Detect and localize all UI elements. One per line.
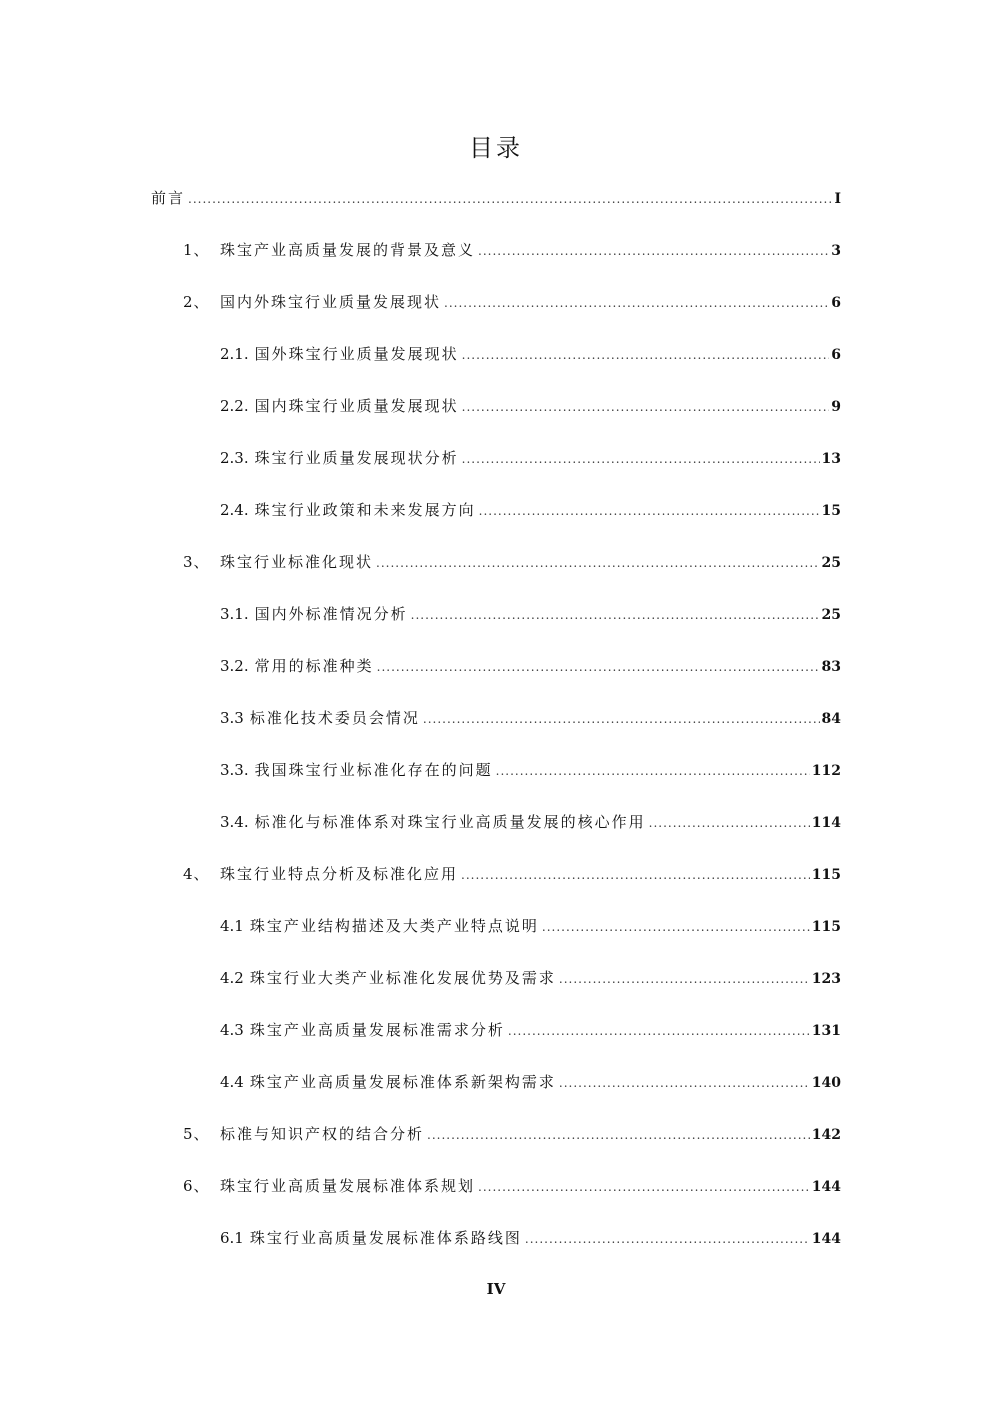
toc-dot-leader [649,816,810,830]
toc-entry[interactable] [220,343,841,365]
toc-entry-label: 国内珠宝行业质量发展现状 [254,397,459,415]
toc-dot-leader [444,296,829,310]
toc-entry[interactable] [183,551,841,573]
toc-entry-page: 25 [821,607,841,623]
toc-entry-number: 2.4. [220,501,249,519]
toc-entry-label: 标准化与标准体系对珠宝行业高质量发展的核心作用 [254,813,646,831]
toc-dot-leader [496,764,810,778]
toc-entry-number: 3.2. [220,657,249,675]
toc-entry-number: 6.1 [220,1229,244,1247]
toc-entry-label: 珠宝行业政策和未来发展方向 [254,501,476,519]
toc-entry-label: 珠宝行业标准化现状 [220,553,374,571]
toc-entry-page: 115 [811,919,841,935]
toc-entry-number: 3.4. [220,813,249,831]
toc-entry-number: 6、 [183,1177,210,1195]
toc-entry[interactable] [220,447,841,469]
toc-entry-page: 115 [811,867,841,883]
toc-entry-number: 4.3 [220,1021,244,1039]
toc-entry-page: 144 [811,1231,841,1247]
toc-entry-page: 15 [821,503,841,519]
toc-entry[interactable] [220,499,841,521]
toc-entry-number: 2.2. [220,397,249,415]
toc-entry-label: 我国珠宝行业标准化存在的问题 [254,761,493,779]
page-number: IV [486,1280,506,1298]
toc-dot-leader [478,1180,810,1194]
toc-entry-page: 6 [831,295,841,311]
toc-entry[interactable] [220,707,841,729]
toc-entry[interactable] [220,967,841,989]
toc-entry-page: 114 [811,815,841,831]
toc-entry[interactable] [183,1123,841,1145]
toc-entry-page: 112 [811,763,841,779]
toc-entry-label: 珠宝行业高质量发展标准体系路线图 [249,1229,522,1247]
toc-entry-page: 131 [811,1023,841,1039]
toc-entry-label: 珠宝行业质量发展现状分析 [254,449,459,467]
toc-entry-label: 珠宝产业高质量发展的背景及意义 [220,241,476,259]
toc-entry[interactable] [220,1071,841,1093]
toc-entry[interactable] [183,239,841,261]
toc-dot-leader [462,348,830,362]
toc-entry-label: 国外珠宝行业质量发展现状 [254,345,459,363]
toc-entry-number: 1、 [183,241,210,259]
toc-entry-page: I [834,191,841,207]
toc-entry[interactable] [220,603,841,625]
toc-title: 目录 [469,134,523,162]
toc-entry-number: 3.3 [220,709,244,727]
toc-entry[interactable] [220,1019,841,1041]
toc-entry-page: 140 [811,1075,841,1091]
toc-entry-number: 2.3. [220,449,249,467]
toc-entry[interactable] [183,1175,841,1197]
toc-entry-label: 常用的标准种类 [254,657,374,675]
toc-entry-page: 6 [831,347,841,363]
toc-dot-leader [508,1024,810,1038]
toc-entry-page: 9 [831,399,841,415]
toc-entry-page: 142 [811,1127,841,1143]
toc-dot-leader [377,660,820,674]
toc-dot-leader [188,192,832,206]
toc-dot-leader [462,400,830,414]
toc-entry-page: 13 [821,451,841,467]
toc-entry-label: 珠宝行业高质量发展标准体系规划 [220,1177,476,1195]
toc-entry[interactable] [183,863,841,885]
toc-dot-leader [478,244,829,258]
toc-dot-leader [525,1232,810,1246]
toc-entry-label: 标准与知识产权的结合分析 [220,1125,425,1143]
toc-entry-page: 144 [811,1179,841,1195]
toc-dot-leader [411,608,820,622]
toc-entry-page: 84 [821,711,841,727]
toc-entry-label: 珠宝行业大类产业标准化发展优势及需求 [249,969,556,987]
toc-entry-number: 2、 [183,293,210,311]
toc-entry-number: 5、 [183,1125,210,1143]
toc-dot-leader [461,868,810,882]
toc-entry[interactable] [220,915,841,937]
toc-entry-page: 123 [811,971,841,987]
toc-entry-number: 3.1. [220,605,249,623]
toc-entry-page: 25 [821,555,841,571]
toc-entry-number: 2.1. [220,345,249,363]
toc-entry-number: 3、 [183,553,210,571]
toc-entry-label: 珠宝产业结构描述及大类产业特点说明 [249,917,539,935]
toc-entry-label: 珠宝产业高质量发展标准体系新架构需求 [249,1073,556,1091]
toc-entry-number: 3.3. [220,761,249,779]
toc-entry-label: 前言 [151,189,186,207]
toc-entry[interactable] [151,187,841,209]
toc-entry[interactable] [220,655,841,677]
toc-entry[interactable] [183,291,841,313]
toc-dot-leader [462,452,820,466]
toc-entry-label: 标准化技术委员会情况 [249,709,420,727]
toc-dot-leader [559,972,810,986]
toc-dot-leader [427,1128,810,1142]
toc-dot-leader [559,1076,810,1090]
toc-dot-leader [376,556,820,570]
toc-entry-number: 4.4 [220,1073,244,1091]
toc-entry-number: 4.2 [220,969,244,987]
toc-dot-leader [479,504,820,518]
toc-entry-label: 国内外珠宝行业质量发展现状 [220,293,442,311]
toc-entry-number: 4、 [183,865,210,883]
toc-dot-leader [423,712,820,726]
toc-entry[interactable] [220,811,841,833]
toc-entry-page: 3 [831,243,841,259]
toc-entry[interactable] [220,759,841,781]
toc-entry-page: 83 [821,659,841,675]
toc-dot-leader [542,920,810,934]
toc-entry[interactable] [220,1227,841,1249]
toc-entry-label: 珠宝行业特点分析及标准化应用 [220,865,459,883]
toc-entry[interactable] [220,395,841,417]
toc-entry-label: 珠宝产业高质量发展标准需求分析 [249,1021,505,1039]
toc-entry-number: 4.1 [220,917,244,935]
toc-entry-label: 国内外标准情况分析 [254,605,408,623]
